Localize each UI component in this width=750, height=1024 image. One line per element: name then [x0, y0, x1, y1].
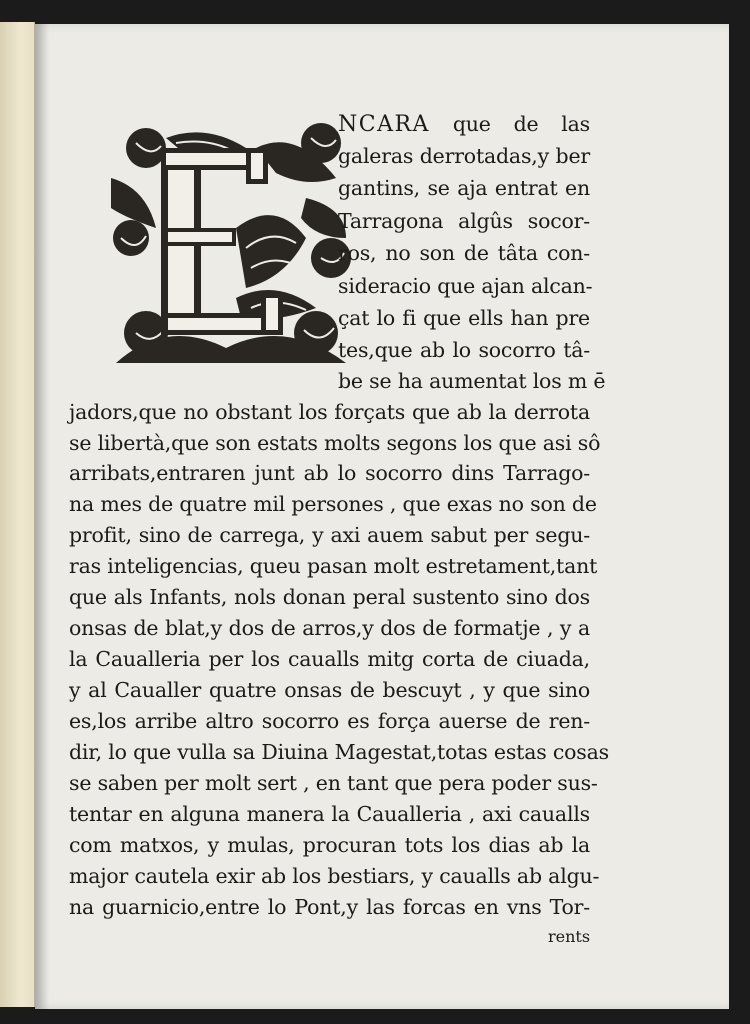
text-line-2: galeras derrotadas,y ber: [338, 144, 590, 168]
text-line-17: onsas de blat,y dos de arros,y dos de formatje , y a: [69, 616, 590, 640]
text-line-7: çat lo fi que ells han pre: [338, 306, 590, 330]
text-line-18: la Caualleria per los caualls mitg corta de ciuada,: [69, 647, 590, 671]
text-line-23: tentar en alguna manera la Caualleria , axi caualls: [69, 802, 590, 826]
text-line-21: dir, lo que vulla sa Diuina Magestat,totas estas cosas: [69, 740, 609, 764]
woodcut-initial-image: [106, 118, 351, 363]
text-line-20: es,los arribe altro socorro es força auerse de ren-: [69, 709, 590, 733]
text-line-22: se saben per molt sert , en tant que pera poder sus-: [69, 771, 598, 795]
text-line-24: com matxos, y mulas, procuran tots los dias ab la: [69, 833, 590, 857]
text-line-4: Tarragona algûs socor-: [338, 209, 590, 233]
catchword: rents: [548, 927, 591, 946]
left-page-edge: [0, 22, 35, 1007]
book-page: [35, 24, 729, 1009]
text-line-19: y al Caualler quatre onsas de bescuyt , y que sino: [69, 678, 590, 702]
gutter-shadow: [35, 24, 49, 1009]
text-line-16: que als Infants, nols donan peral sustento sino dos: [69, 585, 590, 609]
text-line-12: arribats,entraren junt ab lo socorro dins Tarrago-: [69, 461, 590, 485]
text-line-1: [338, 112, 590, 137]
text-line-6: sideracio que ajan alcan-: [338, 274, 593, 298]
text-line-8: tes,que ab lo socorro tâ-: [338, 338, 590, 362]
text-line-13: na mes de quatre mil persones , que exas no son de: [69, 492, 597, 516]
text-line-11: se libertà,que son estats molts segons los que asi sô: [69, 431, 601, 455]
text-line-9: be se ha aumentat los m ē: [338, 369, 606, 393]
text-line-26: na guarnicio,entre lo Pont,y las forcas en vns Tor-: [69, 895, 590, 919]
text-line-10: jadors,que no obstant los forçats que ab la derrota: [69, 400, 590, 424]
decorated-initial: [106, 118, 351, 363]
text-line-25: major cautela exir ab los bestiars, y caualls ab algu-: [69, 864, 600, 888]
line-1-rest: que de las: [452, 112, 590, 136]
text-line-3: gantins, se aja entrat en: [338, 176, 590, 200]
initial-first-word: NCARA: [338, 112, 430, 137]
text-line-5: ros, no son de tâta con-: [338, 241, 590, 265]
text-line-15: ras inteligencias, queu pasan molt estretament,tant: [69, 554, 598, 578]
text-line-14: profit, sino de carrega, y axi auem sabut per segu-: [69, 523, 590, 547]
